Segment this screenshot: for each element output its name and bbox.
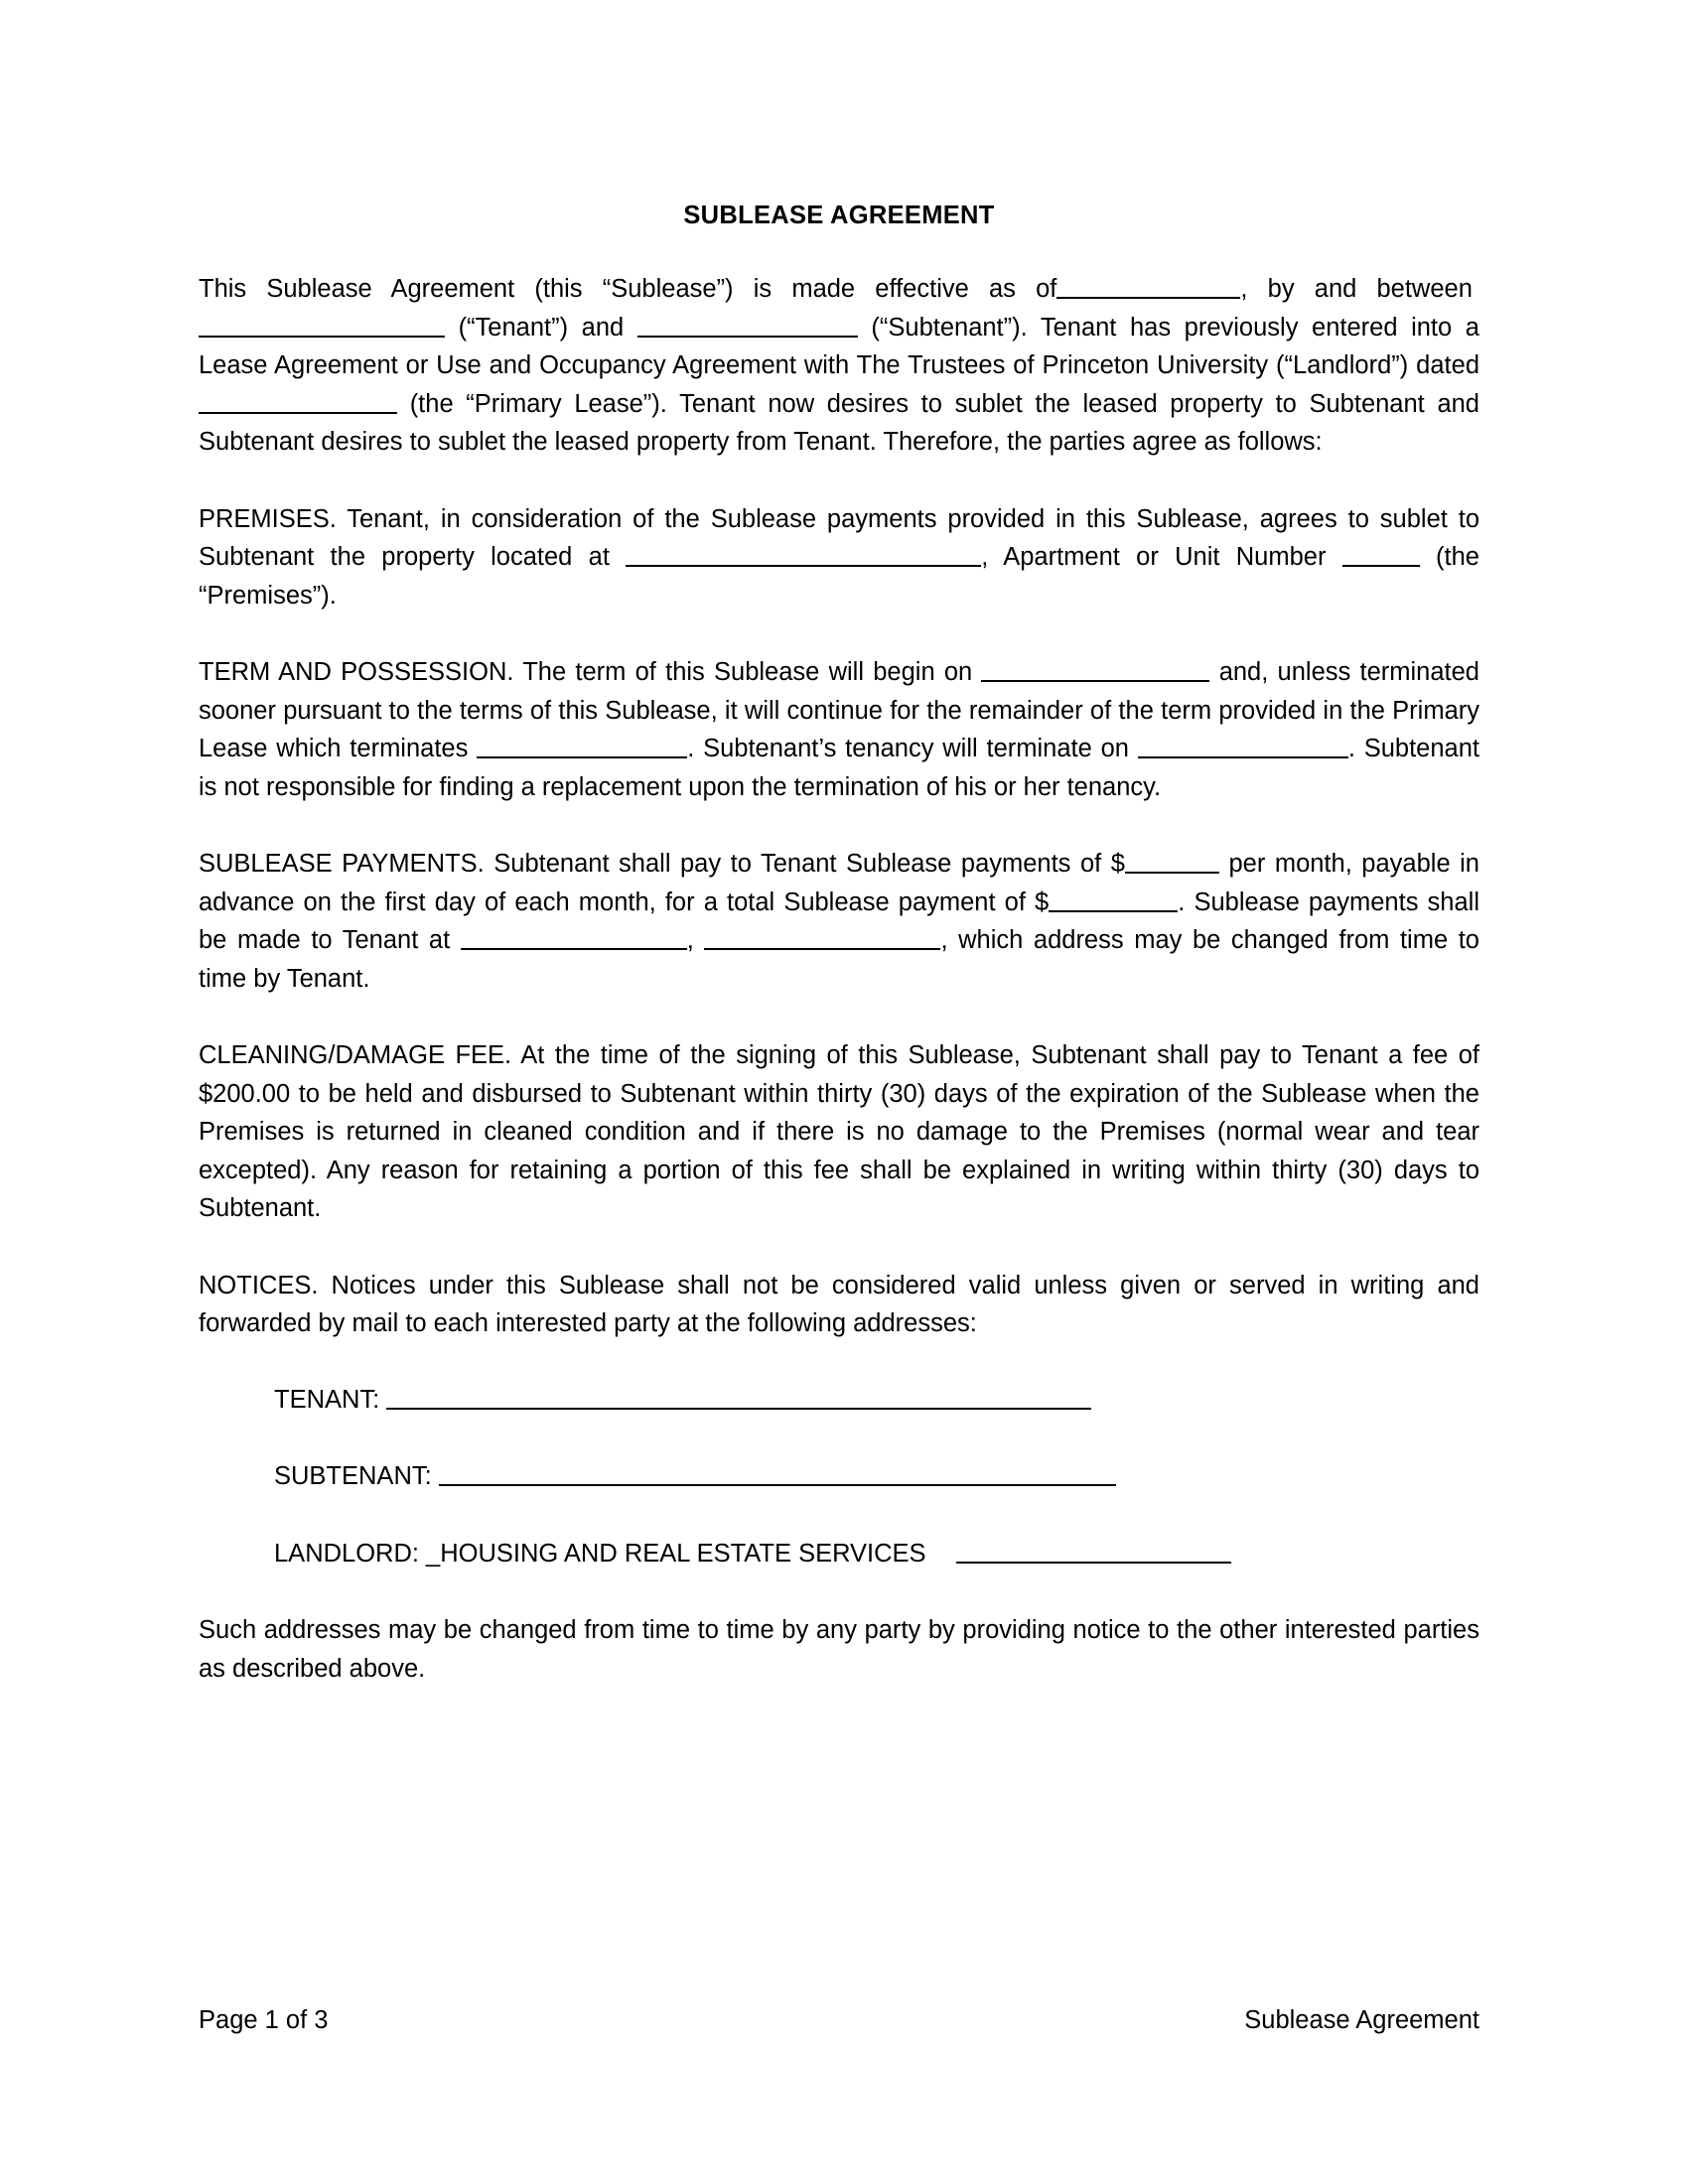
intro-text-4: (“Subtenant”). Tenant has previously entered into a Lease Agreement or Use and Occupancy Agreement with The Trustees of Princeton University (“Landlord”) dated	[199, 313, 1479, 379]
notice-row-landlord	[274, 1535, 1479, 1573]
blank-payment-address-line1[interactable]	[461, 922, 687, 950]
intro-text-5: (the “Primary Lease”). Tenant now desires to sublet the leased property to Subtenant and Subtenant desires to sublet the leased property from Tenant. Therefore, the parties agree as follows:	[199, 389, 1479, 456]
blank-unit-number[interactable]	[1342, 539, 1420, 567]
payments-text-3: . Sublease payments shall be made to Tenant at	[199, 887, 1480, 954]
paragraph-closing: Such addresses may be changed from time to time by any party by providing notice to the other interested parties as described above.	[199, 1616, 1479, 1683]
blank-total-amount[interactable]	[1049, 885, 1178, 912]
term-text-3: . Subtenant’s tenancy will terminate on	[687, 735, 1129, 762]
notice-tenant-label: TENANT:	[274, 1385, 380, 1414]
term-text-4: . Subtenant is not responsible for finding a replacement upon the termination of his or her tenancy.	[199, 735, 1479, 801]
paragraph-term-and-possession	[199, 653, 1479, 806]
blank-payment-address-line2[interactable]	[704, 922, 940, 950]
notice-row-tenant	[274, 1381, 1479, 1420]
intro-text-1: This Sublease Agreement (this “Sublease”) is made effective as of	[199, 275, 1057, 303]
blank-tenant-name[interactable]	[199, 310, 445, 338]
blank-property-address[interactable]	[626, 539, 981, 567]
premises-text-2: , Apartment or Unit Number	[981, 543, 1327, 571]
notice-row-subtenant	[274, 1457, 1479, 1496]
paragraph-cleaning-damage-fee: CLEANING/DAMAGE FEE. At the time of the signing of this Sublease, Subtenant shall pay to Tenant a fee of $200.00 to be held and disbursed to Subtenant within thirty (30) days of the expiration of the Sublease when the Premises is returned in cleaned condition and if there is no damage to the Premises (normal wear and tear excepted). Any reason for retaining a portion of this fee shall be explained in writing within thirty (30) days to Subtenant.	[199, 1041, 1479, 1222]
blank-subtenant-end-date[interactable]	[1138, 731, 1348, 758]
payments-text-5: , which address may be changed from time to time by Tenant.	[199, 926, 1479, 993]
blank-monthly-amount[interactable]	[1125, 846, 1219, 874]
blank-term-begin-date[interactable]	[981, 654, 1209, 682]
term-text-1: TERM AND POSSESSION. The term of this Sublease will begin on	[199, 658, 973, 686]
notice-subtenant-label: SUBTENANT:	[274, 1462, 432, 1490]
blank-landlord-notice-address[interactable]	[956, 1536, 1231, 1564]
intro-text-2: , by and between	[1240, 275, 1473, 303]
payments-text-1: SUBLEASE PAYMENTS. Subtenant shall pay to Tenant Sublease payments of $	[199, 850, 1125, 878]
page-title: SUBLEASE AGREEMENT	[683, 202, 995, 229]
blank-primary-lease-date[interactable]	[199, 386, 397, 414]
payments-text-4: ,	[686, 926, 694, 954]
blank-subtenant-name[interactable]	[637, 310, 858, 338]
notices-address-block	[274, 1381, 1479, 1573]
footer-page-number: Page 1 of 3	[199, 2006, 329, 2034]
blank-tenant-notice-address[interactable]	[386, 1382, 1091, 1410]
paragraph-sublease-payments	[199, 845, 1479, 998]
page-footer	[199, 2004, 1479, 2036]
intro-text-3: (“Tenant”) and	[458, 313, 625, 341]
document-content	[199, 0, 1479, 1688]
payments-text-2: per month, payable in advance on the first day of each month, for a total Sublease payment of $	[199, 850, 1479, 916]
paragraph-intro	[199, 270, 1479, 462]
blank-subtenant-notice-address[interactable]	[439, 1458, 1116, 1486]
premises-text-3: (the “Premises”).	[199, 543, 1479, 610]
premises-text-1: PREMISES. Tenant, in consideration of the Sublease payments provided in this Sublease, agrees to sublet to Subtenant the property located at	[199, 504, 1479, 571]
term-text-2: and, unless terminated sooner pursuant to the terms of this Sublease, it will continue for the remainder of the term provided in the Primary Lease which terminates	[199, 658, 1479, 762]
blank-primary-lease-end-date[interactable]	[477, 731, 687, 758]
footer-document-name: Sublease Agreement	[1244, 2006, 1479, 2034]
notice-landlord-label: LANDLORD: _HOUSING AND REAL ESTATE SERVICES	[274, 1539, 926, 1568]
paragraph-notices: NOTICES. Notices under this Sublease shall not be considered valid unless given or served in writing and forwarded by mail to each interested party at the following addresses:	[199, 1271, 1479, 1337]
paragraph-premises	[199, 500, 1479, 615]
blank-effective-date[interactable]	[1056, 271, 1240, 299]
